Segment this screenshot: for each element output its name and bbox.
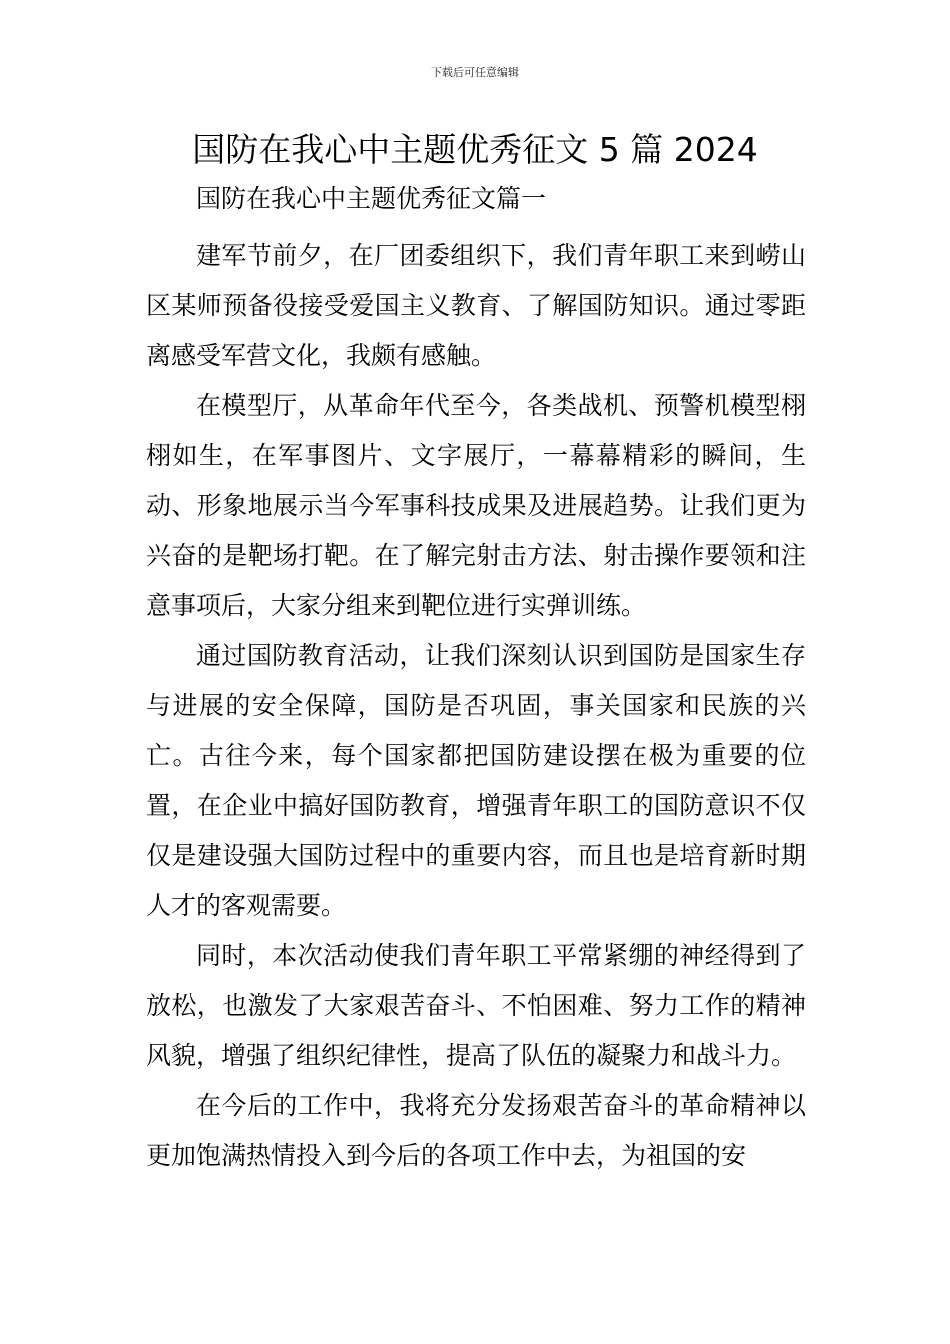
section-heading: 国防在我心中主题优秀征文篇一 <box>196 184 547 213</box>
document-title: 国防在我心中主题优秀征文 5 篇 2024 <box>192 130 758 169</box>
paragraph: 建军节前夕，在厂团委组织下，我们青年职工来到崂山区某师预备役接受爱国主义教育、了解国防知识。通过零距离感受军营文化，我颇有感触。 <box>146 241 806 370</box>
document-body <box>146 181 806 1181</box>
paragraph: 在今后的工作中，我将充分发扬艰苦奋斗的革命精神以更加饱满热情投入到今后的各项工作中去，为祖国的安 <box>146 1091 806 1170</box>
paragraph: 同时，本次活动使我们青年职工平常紧绷的神经得到了放松，也激发了大家艰苦奋斗、不怕困难、努力工作的精神风貌，增强了组织纪律性，提高了队伍的凝聚力和战斗力。 <box>146 941 806 1070</box>
paragraph: 通过国防教育活动，让我们深刻认识到国防是国家生存与进展的安全保障，国防是否巩固，事关国家和民族的兴亡。古往今来，每个国家都把国防建设摆在极为重要的位置，在企业中搞好国防教育，增强青年职工的国防意识不仅仅是建设强大国防过程中的重要内容，而且也是培育新时期人才的客观需要。 <box>146 641 806 920</box>
header-note: 下载后可任意编辑 <box>431 66 519 79</box>
paragraph: 在模型厅，从革命年代至今，各类战机、预警机模型栩栩如生，在军事图片、文字展厅，一幕幕精彩的瞬间，生动、形象地展示当今军事科技成果及进展趋势。让我们更为兴奋的是靶场打靶。在了解完射击方法、射击操作要领和注意事项后，大家分组来到靶位进行实弹训练。 <box>146 391 806 620</box>
